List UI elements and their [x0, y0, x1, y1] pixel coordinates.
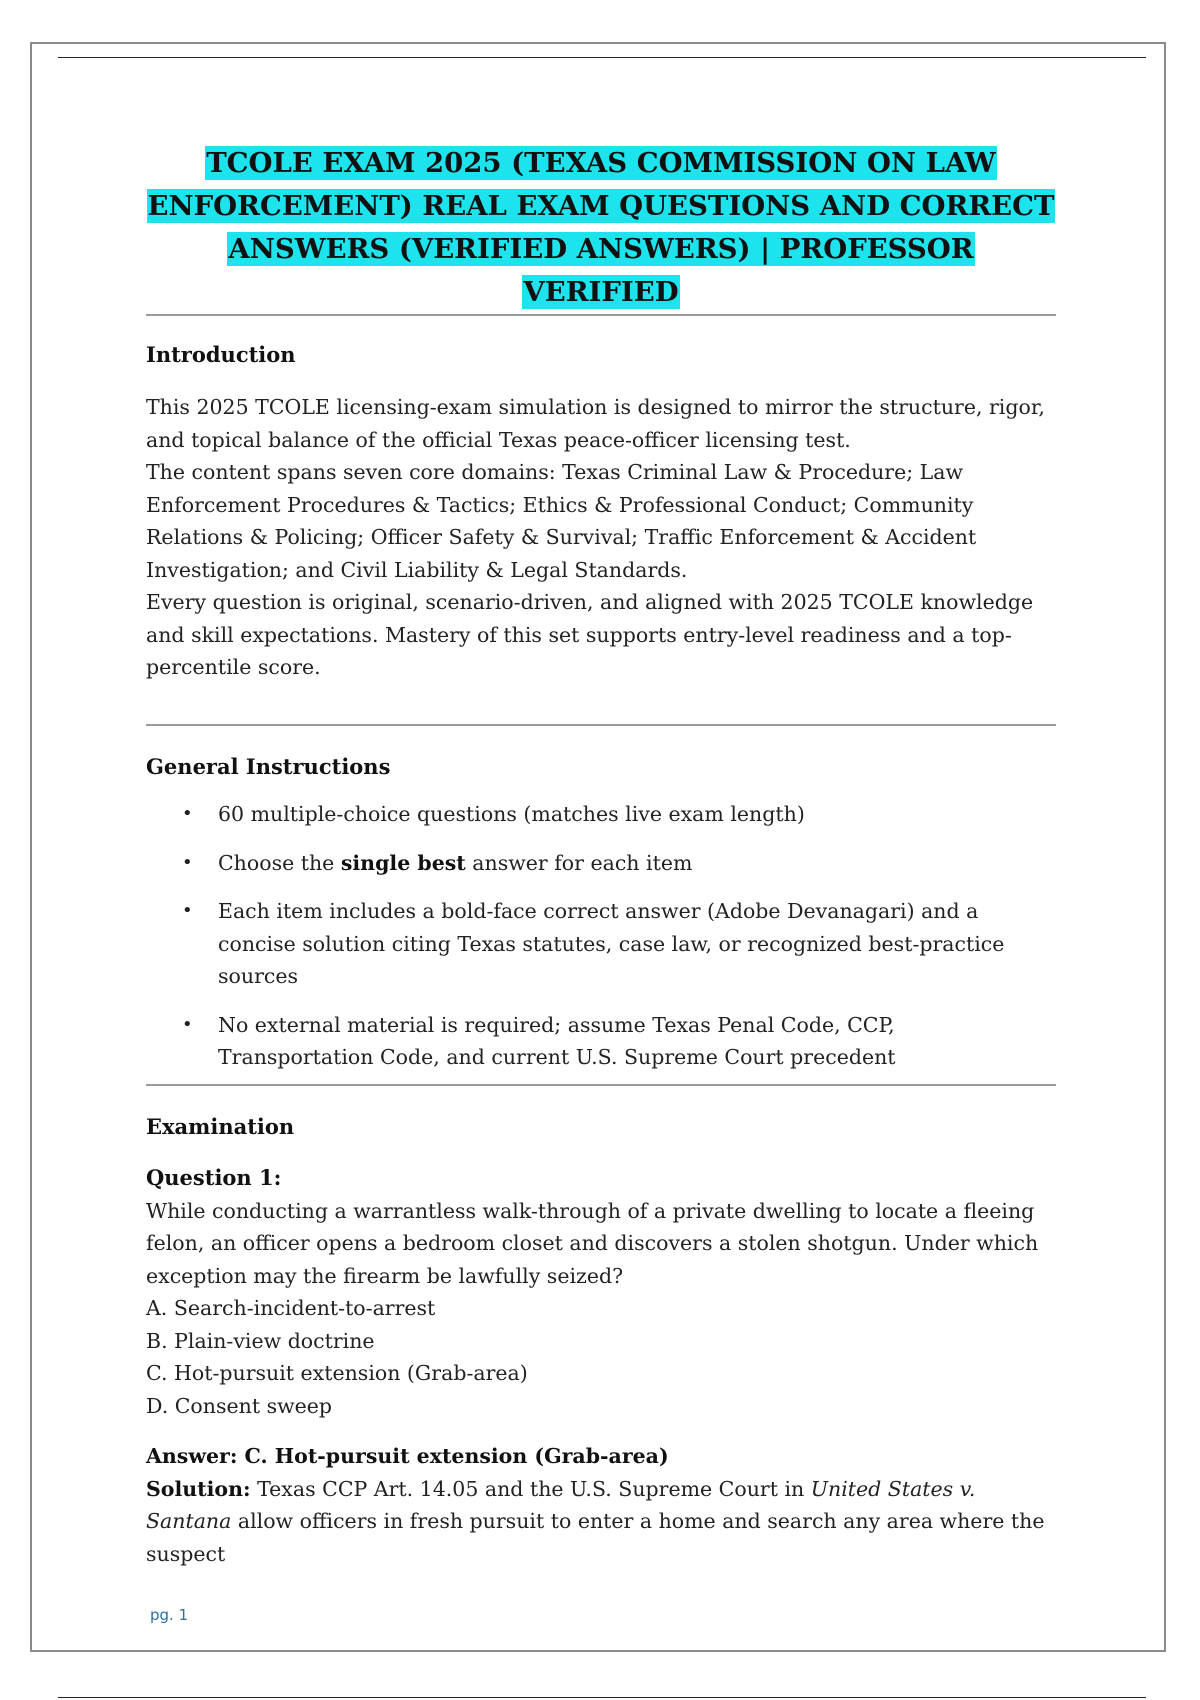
intro-paragraph-1: This 2025 TCOLE licensing-exam simulation is designed to mirror the structure, rigor, and topical balance of the official Texas peace-officer licensing test. [146, 395, 1045, 452]
next-page-rule [58, 1697, 1146, 1698]
title-line-3: ANSWERS (VERIFIED ANSWERS) | PROFESSOR VERIFIED [228, 233, 974, 308]
option-d: D. Consent sweep [146, 1393, 333, 1418]
instruction-text-4: No external material is required; assume Texas Penal Code, CCP, Transportation Code, and current U.S. Supreme Court precedent [218, 1012, 896, 1069]
introduction-body [146, 391, 1056, 684]
list-item [146, 847, 1056, 880]
list-item [146, 1009, 1056, 1074]
answer-block [146, 1440, 1056, 1570]
examination-heading: Examination [146, 1114, 295, 1139]
instruction-text-2-bold: single best [340, 850, 466, 875]
instruction-text-3: Each item includes a bold-face correct answer (Adobe Devanagari) and a concise solution citing Texas statutes, case law, or recognized best-practice sources [218, 899, 1005, 988]
instructions-heading: General Instructions [146, 754, 391, 779]
option-b: B. Plain-view doctrine [146, 1328, 375, 1353]
list-item [146, 798, 1056, 831]
option-a: A. Search-incident-to-arrest [146, 1296, 436, 1320]
header-rule [58, 57, 1146, 58]
instructions-list [146, 798, 1056, 1090]
divider-3 [146, 1084, 1056, 1086]
title-line-1: TCOLE EXAM 2025 (TEXAS COMMISSION ON LAW [206, 147, 996, 179]
question-label: Question 1: [146, 1165, 282, 1190]
solution-case: United States v. Santana [146, 1476, 976, 1533]
intro-paragraph-3: Every question is original, scenario-driven, and aligned with 2025 TCOLE knowledge and skill expectations. Mastery of this set supports entry-level readiness and a top-percentile score. [146, 590, 1034, 679]
question-1 [146, 1162, 1056, 1422]
title-line-2: ENFORCEMENT) REAL EXAM QUESTIONS AND CORRECT [147, 190, 1055, 222]
solution-post: allow officers in fresh pursuit to enter a home and search any area where the suspect [146, 1509, 1045, 1566]
option-c: C. Hot-pursuit extension (Grab-area) [146, 1361, 528, 1385]
list-item [146, 895, 1056, 993]
answer-text: Answer: C. Hot-pursuit extension (Grab-area) [146, 1444, 669, 1468]
document-title [146, 142, 1056, 314]
intro-paragraph-2: The content spans seven core domains: Texas Criminal Law & Procedure; Law Enforcement Procedures & Tactics; Ethics & Professional Conduct; Community Relations & Policing; Officer Safety & Survival; Traffic Enforcement & Accident Investigation; and Civil Liability & Legal Standards. [146, 460, 977, 582]
instruction-text-2-pre: Choose the [218, 850, 341, 875]
instruction-text-2-post: answer for each item [465, 850, 693, 875]
instruction-text-1: 60 multiple-choice questions (matches live exam length) [218, 802, 805, 826]
solution-pre: Texas CCP Art. 14.05 and the U.S. Supreme Court in [250, 1476, 811, 1501]
introduction-heading: Introduction [146, 342, 296, 367]
divider-1 [146, 314, 1056, 316]
page-number: pg. 1 [150, 1606, 189, 1624]
question-text: While conducting a warrantless walk-through of a private dwelling to locate a fleeing felon, an officer opens a bedroom closet and discovers a stolen shotgun. Under which exception may the firearm be lawfully seized? [146, 1198, 1039, 1288]
divider-2 [146, 724, 1056, 726]
solution-text [146, 1473, 1056, 1571]
solution-label: Solution: [146, 1476, 251, 1501]
